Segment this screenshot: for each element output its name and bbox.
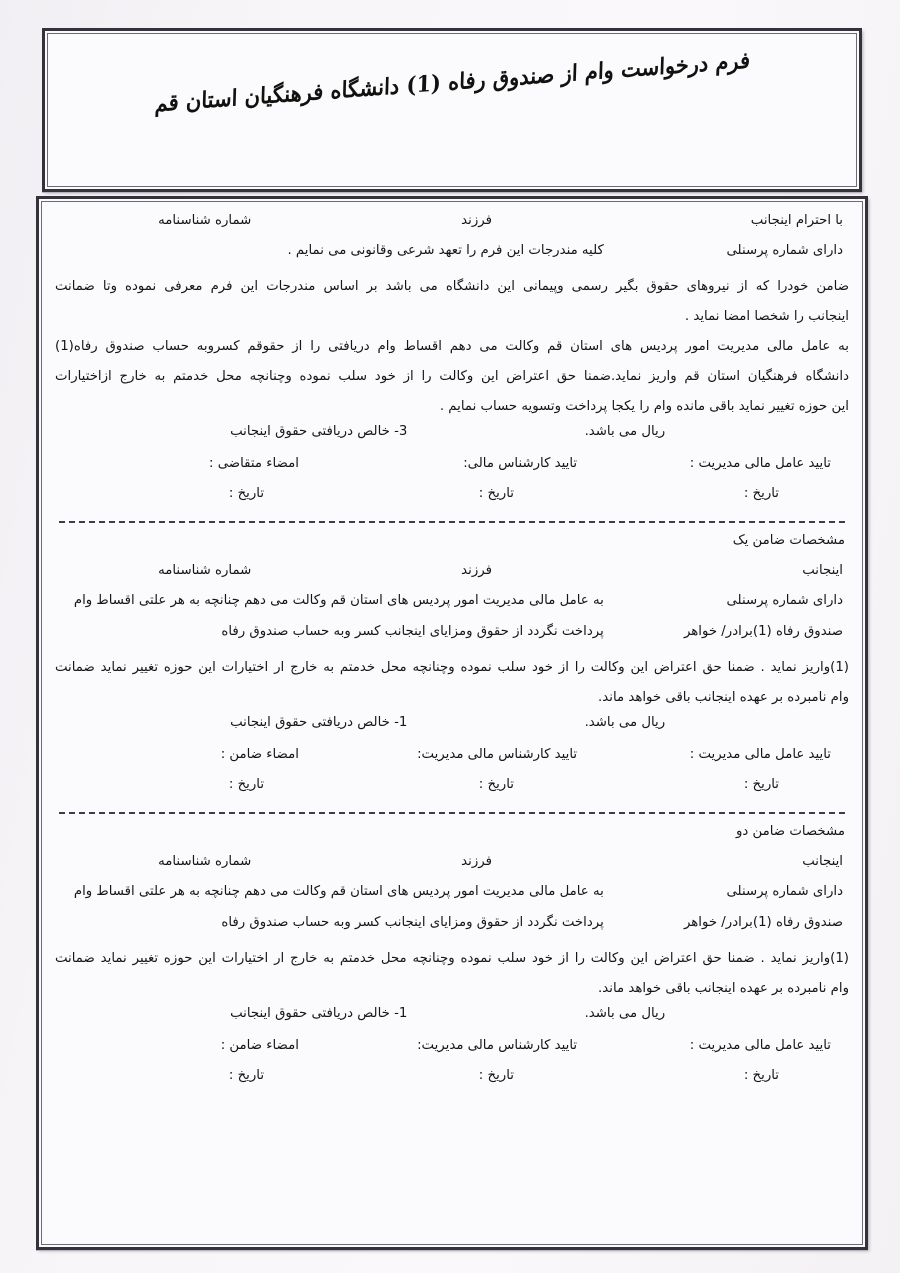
divider-guarantor-two (59, 812, 845, 814)
clause-1-line-2: اینجانب را شخصا امضا نماید . (684, 309, 849, 325)
applicant-child-of-label: فرزند (461, 213, 492, 228)
applicant-salary-label (55, 422, 435, 442)
guarantor-one-fund-row (55, 622, 849, 653)
guarantor-two-signature-label: امضاء ضامن : (220, 1038, 299, 1054)
guarantor-one-salary-row (55, 713, 849, 745)
applicant-date-row (55, 484, 849, 514)
guarantor-one-date-row (55, 775, 849, 805)
guarantor-two-identity-row (55, 852, 849, 882)
guarantor-two-signature-row (55, 1036, 849, 1066)
applicant-salary-currency: ریال می باشد. (584, 424, 666, 440)
applicant-salary-number: 3- (394, 424, 408, 440)
guarantor-two-finance-manager-label: تایید عامل مالی مدیریت : (689, 1038, 831, 1054)
guarantor-two-mid-line-2: پرداخت نگردد از حقوق ومزایای اینجانب کسر وبه حساب صندوق رفاه (221, 915, 604, 931)
guarantor-two-child-of-label: فرزند (461, 854, 492, 870)
clause-1 (55, 272, 849, 332)
guarantor-one-self-label: اینجانب (802, 563, 843, 579)
applicant-expert-date-label: تاریخ : (478, 486, 514, 502)
guarantor-two-fund-row (55, 913, 849, 944)
guarantor-two-body (55, 944, 849, 1004)
applicant-salary-text: خالص دریافتی حقوق اینجانب (230, 424, 390, 440)
guarantor-one-body-line-2: وام نامبرده بر عهده اینجانب باقی خواهد ماند. (598, 690, 849, 706)
applicant-personnel-number-label: دارای شماره پرسنلی (726, 243, 843, 258)
applicant-identity-row (55, 211, 849, 241)
guarantor-two-personnel-number-label: دارای شماره پرسنلی (726, 884, 843, 900)
applicant-greeting: با احترام اینجانب (750, 213, 843, 228)
divider-guarantor-one (59, 521, 845, 523)
guarantor-two-id-number-label: شماره شناسنامه (158, 854, 252, 870)
guarantor-one-salary-currency: ریال می باشد. (584, 715, 666, 731)
guarantor-one-identity-row (55, 561, 849, 591)
header-frame (42, 28, 862, 192)
body-frame (36, 196, 868, 1250)
applicant-manager-date-label: تاریخ : (743, 486, 779, 502)
guarantor-two-salary-text: خالص دریافتی حقوق اینجانب (230, 1006, 390, 1022)
guarantor-one-salary-text: خالص دریافتی حقوق اینجانب (230, 715, 390, 731)
applicant-signature-row (55, 454, 849, 484)
guarantor-one-body (55, 653, 849, 713)
clause-2-line-3: این حوزه تغییر نماید باقی مانده وام را یکجا پرداخت وتسویه حساب نمایم . (439, 399, 849, 415)
guarantor-one-date-label: تاریخ : (228, 777, 265, 793)
guarantor-one-salary-label (55, 713, 435, 733)
guarantor-two-section-title: مشخصات ضامن دو (735, 824, 845, 840)
applicant-signature-label: امضاء متقاضی : (209, 456, 299, 472)
guarantor-two-body-line-1: (1)واریز نماید . ضمنا حق اعتراض این وکالت را از خود سلب نموده وچنانچه محل خدمتم به خارج ار اختیارات این حوزه تغییر نماید ضمانت (55, 951, 849, 967)
guarantor-one-personnel-row (55, 591, 849, 622)
guarantor-one-salary-number: 1- (394, 715, 408, 731)
guarantor-one-id-number-label: شماره شناسنامه (158, 563, 252, 579)
guarantor-one-mid-line-2: پرداخت نگردد از حقوق ومزایای اینجانب کسر وبه حساب صندوق رفاه (221, 624, 604, 640)
guarantor-two-salary-label (55, 1004, 435, 1024)
guarantor-one-personnel-number-label: دارای شماره پرسنلی (726, 593, 843, 609)
applicant-personnel-row (55, 241, 849, 272)
guarantor-one-manager-date-label: تاریخ : (743, 777, 779, 793)
clause-1-line-1: ضامن خودرا که از نیروهای حقوق بگیر رسمی وپیمانی این دانشگاه می باشد بر اساس مندرجات این فرم معرفی نموده وتا ضمانت (55, 279, 849, 294)
guarantor-two-expert-date-label: تاریخ : (478, 1068, 514, 1084)
guarantor-two-self-label: اینجانب (802, 854, 843, 870)
guarantor-one-mid-line-1: به عامل مالی مدیریت امور پردیس های استان قم وکالت می دهم چنانچه به هر علتی اقساط وام (73, 593, 604, 609)
guarantor-one-fund-label: صندوق رفاه (1)برادر/ خواهر (683, 624, 843, 640)
guarantor-two-body-line-2: وام نامبرده بر عهده اینجانب باقی خواهد ماند. (598, 981, 849, 997)
title-container (45, 46, 859, 117)
guarantor-one-child-of-label: فرزند (461, 563, 492, 579)
guarantor-two-date-row (55, 1066, 849, 1096)
guarantor-two-fund-label: صندوق رفاه (1)برادر/ خواهر (683, 915, 843, 931)
applicant-finance-expert-label: تایید کارشناس مالی: (463, 456, 578, 472)
applicant-date-label: تاریخ : (228, 486, 265, 502)
guarantor-one-finance-expert-label: تایید کارشناس مالی مدیریت: (417, 747, 578, 763)
applicant-commitment-text: کلیه مندرجات این فرم را تعهد شرعی وقانونی می نمایم . (287, 243, 604, 258)
guarantor-two-salary-number: 1- (394, 1006, 408, 1022)
guarantor-two-manager-date-label: تاریخ : (743, 1068, 779, 1084)
guarantor-two-personnel-row (55, 882, 849, 913)
guarantor-two-mid-line-1: به عامل مالی مدیریت امور پردیس های استان قم وکالت می دهم چنانچه به هر علتی اقساط وام (73, 884, 604, 900)
applicant-salary-row (55, 422, 849, 454)
guarantor-one-body-line-1: (1)واریز نماید . ضمنا حق اعتراض این وکالت را از خود سلب نموده وچنانچه محل خدمتم به خارج ار اختیارات این حوزه تغییر نماید ضمانت (55, 660, 849, 676)
applicant-id-number-label: شماره شناسنامه (158, 213, 252, 228)
guarantor-two-date-label: تاریخ : (228, 1068, 265, 1084)
guarantor-two-finance-expert-label: تایید کارشناس مالی مدیریت: (417, 1038, 578, 1054)
clause-2-line-1: به عامل مالی مدیریت امور پردیس های استان قم وکالت می دهم اقساط وام دریافتی را از حقوقم کسروبه حساب صندوق رفاه(1) (55, 339, 849, 355)
clause-2 (55, 332, 849, 422)
form-body (55, 211, 849, 1237)
guarantor-two-salary-currency: ریال می باشد. (584, 1006, 666, 1022)
clause-2-line-2: دانشگاه فرهنگیان استان قم واریز نماید.ضمنا حق اعتراض این وکالت را از خود سلب نموده وچنانچه محل خدمتم به خارج ازاختیارات (55, 369, 849, 385)
guarantor-one-section-title: مشخصات ضامن یک (732, 533, 845, 549)
guarantor-one-finance-manager-label: تایید عامل مالی مدیریت : (689, 747, 831, 763)
guarantor-one-signature-label: امضاء ضامن : (220, 747, 299, 763)
applicant-finance-manager-label: تایید عامل مالی مدیریت : (689, 456, 831, 472)
guarantor-one-signature-row (55, 745, 849, 775)
page-title: فرم درخواست وام از صندوق رفاه (1) دانشگاه فرهنگیان استان قم (153, 46, 751, 117)
guarantor-one-expert-date-label: تاریخ : (478, 777, 514, 793)
guarantor-two-salary-row (55, 1004, 849, 1036)
